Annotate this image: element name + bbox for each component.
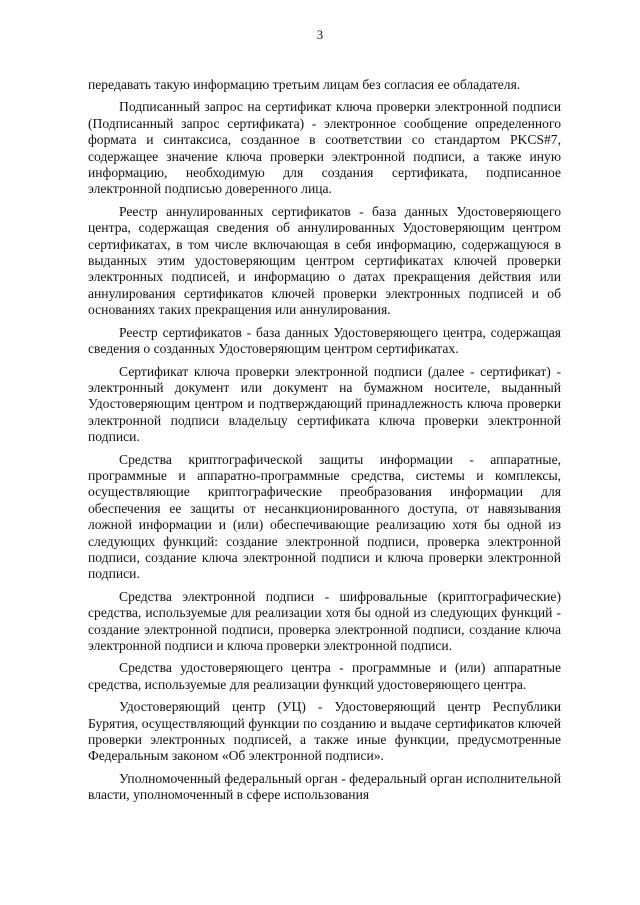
paragraph-revoked-registry: Реестр аннулированных сертификатов - база данных Удостоверяющего центра, содержащая сведения об аннулированных Удостоверяющим центром сертификатах, в том числе включающая в себя информацию, содержащуюся в выданных этим удостоверяющим центром сертификатах ключей проверки электронных подписей, и информацию о датах прекращения действия или аннулирования сертификатов ключей проверки электронных подписей и об основаниях таких прекращения или аннулирования.	[88, 203, 561, 318]
page-number: 3	[316, 28, 324, 42]
paragraph-signature-tools: Средства электронной подписи - шифровальные (криптографические) средства, используемые для реализации хотя бы одной из следующих функций - создание электронной подписи, проверка электронной подписи, создание ключа электронной подписи и ключа проверки электронной подписи.	[88, 588, 561, 653]
paragraph-ca-tools: Средства удостоверяющего центра - программные и (или) аппаратные средства, используемые для реализации функций удостоверяющего центра.	[88, 660, 561, 692]
paragraph-certificate-definition: Сертификат ключа проверки электронной подписи (далее - сертификат) - электронный документ или документ на бумажном носителе, выданный Удостоверяющим центром и подтверждающий принадлежность ключа проверки электронной подписи владельцу сертификата ключа проверки электронной подписи.	[88, 363, 561, 445]
document-body	[88, 77, 561, 810]
paragraph-authorized-body: Уполномоченный федеральный орган - федеральный орган исполнительной власти, уполномоченный в сфере использования	[88, 770, 561, 803]
paragraph-crypto-protection: Средства криптографической защиты информации - аппаратные, программные и аппаратно-программные средства, системы и комплексы, осуществляющие криптографические преобразования информации для обеспечения ее защиты от несанкционированного доступа, от навязывания ложной информации и (или) обеспечивающие реализацию хотя бы одной из следующих функций: создание электронной подписи, проверка электронной подписи, создание ключа электронной подписи и ключа проверки электронной подписи.	[88, 451, 561, 582]
paragraph-continuation: передавать такую информацию третьим лицам без согласия ее обладателя.	[88, 77, 521, 92]
paragraph-certification-center: Удостоверяющий центр (УЦ) - Удостоверяющий центр Республики Бурятия, осуществляющий функции по созданию и выдаче сертификатов ключей проверки электронных подписей, а также иные функции, предусмотренные Федеральным законом «Об электронной подписи».	[88, 699, 561, 764]
paragraph-signed-request: Подписанный запрос на сертификат ключа проверки электронной подписи (Подписанный запрос сертификата) - электронное сообщение определенного формата и синтаксиса, созданное в соответствии со стандартом PKCS#7, содержащее значение ключа проверки электронной подписи, а также иную информацию, необходимую для создания сертификата, подписанное электронной подписью доверенного лица.	[88, 99, 561, 197]
paragraph-certificate-registry: Реестр сертификатов - база данных Удостоверяющего центра, содержащая сведения о созданных Удостоверяющим центром сертификатах.	[88, 324, 561, 357]
